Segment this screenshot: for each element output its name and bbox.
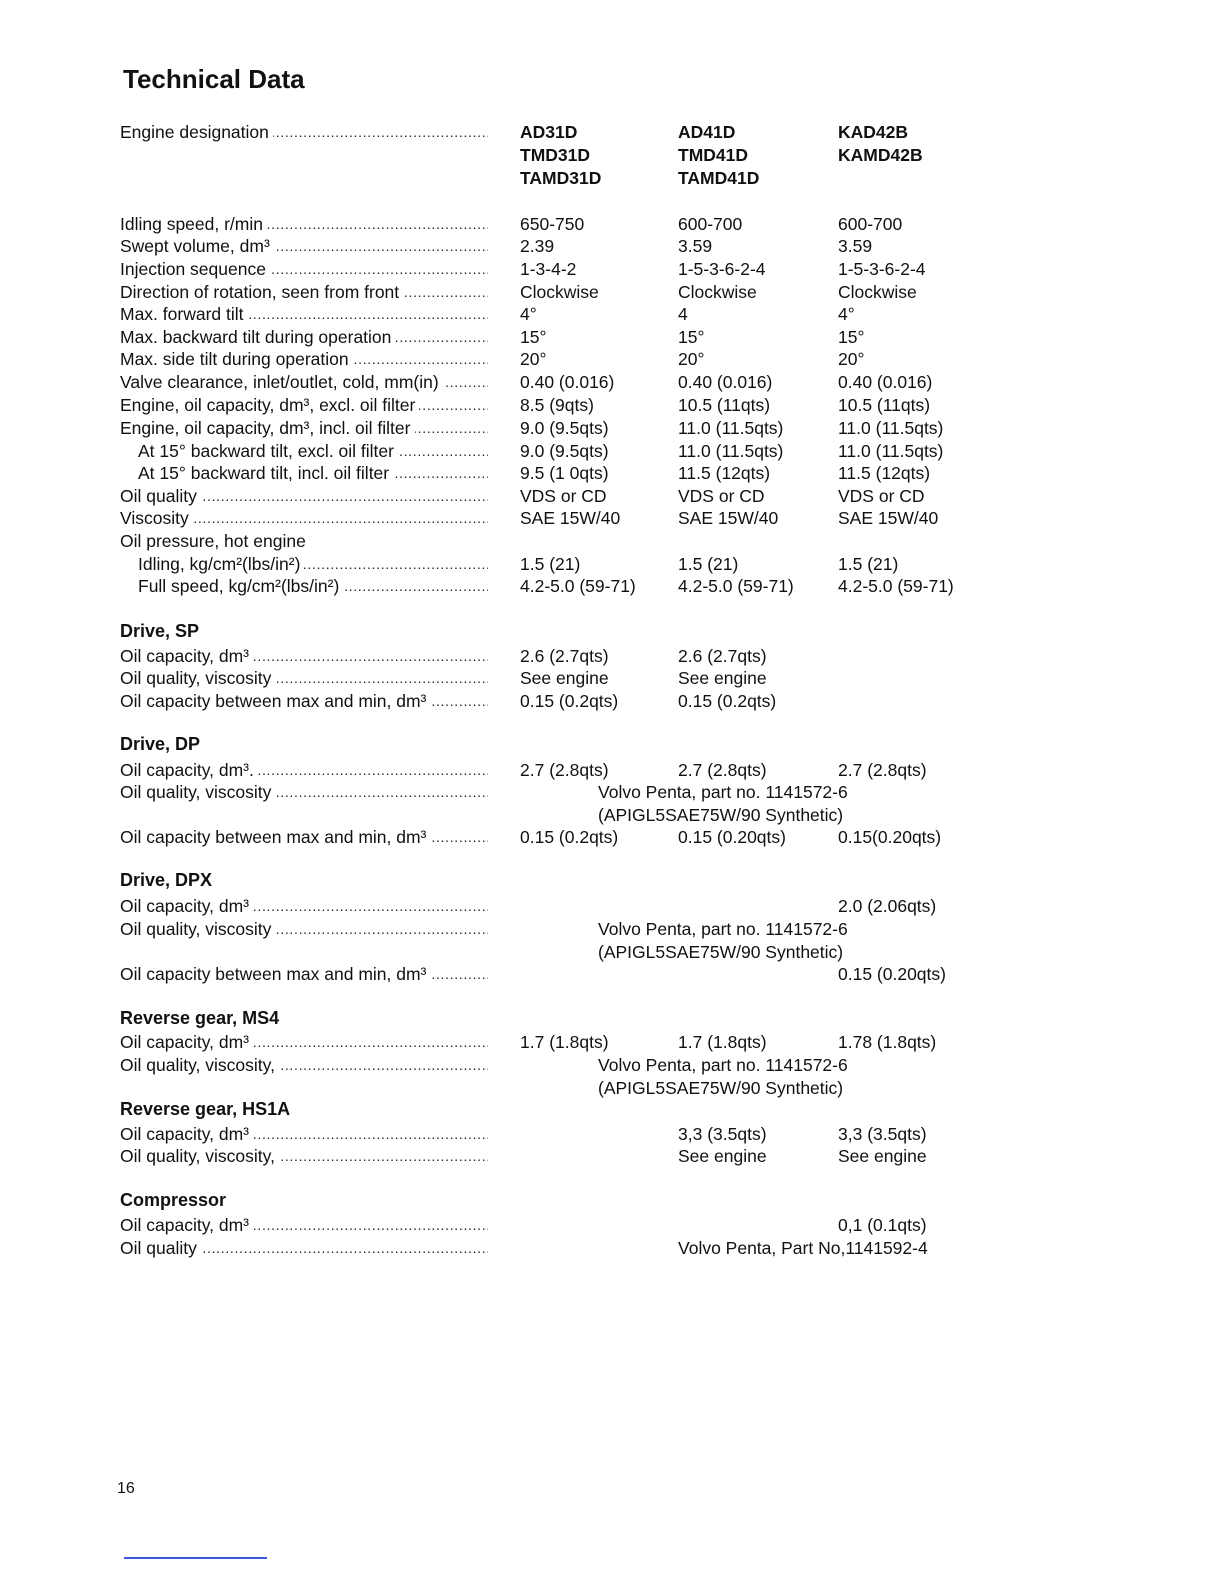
value-cell: 8.5 (9qts) xyxy=(520,395,594,415)
value-cell: VDS or CD xyxy=(838,486,925,506)
value-cell: 0.40 (0.016) xyxy=(520,372,615,392)
row-label: Injection sequence . . . xyxy=(120,258,488,281)
value-cell: 1.5 (21) xyxy=(838,554,899,574)
table-row xyxy=(120,1237,980,1260)
model-col2: AD41D TMD41D TAMD41D xyxy=(678,122,760,188)
value-cell: 3.59 xyxy=(678,236,713,256)
row-label: Viscosity . . . xyxy=(120,507,488,530)
value-cell: 4.2-5.0 (59-71) xyxy=(678,576,794,596)
value-cell: Volvo Penta, part no. 1141572-6 xyxy=(598,782,848,802)
value-cell: 0.15(0.20qts) xyxy=(838,827,942,847)
value-cell: 2.7 (2.8qts) xyxy=(520,760,609,780)
row-label: Oil quality . . . xyxy=(120,485,488,508)
value-cell: Volvo Penta, part no. 1141572-6 xyxy=(598,1055,848,1075)
value-cell: See engine xyxy=(838,1146,927,1166)
value-cell: See engine xyxy=(520,668,609,688)
value-cell: 15° xyxy=(520,327,547,347)
value-cell: (APIGL5SAE75W/90 Synthetic) xyxy=(598,805,844,825)
value-cell: 1.5 (21) xyxy=(678,554,739,574)
table-row xyxy=(120,1077,980,1100)
table-row xyxy=(120,213,980,236)
value-cell: VDS or CD xyxy=(678,486,765,506)
page-number: 16 xyxy=(117,1480,135,1497)
row-label: At 15° backward tilt, excl. oil filter . . . xyxy=(138,440,488,463)
value-cell: 1.7 (1.8qts) xyxy=(678,1032,767,1052)
value-cell: 4 xyxy=(678,304,688,324)
row-label: At 15° backward tilt, incl. oil filter . . . xyxy=(138,462,488,485)
row-label: Oil quality, viscosity, . . . xyxy=(120,1145,488,1168)
table-row xyxy=(120,394,980,417)
value-cell: 0.15 (0.2qts) xyxy=(520,691,619,711)
value-cell: 1.78 (1.8qts) xyxy=(838,1032,937,1052)
value-cell: 0.15 (0.20qts) xyxy=(838,964,946,984)
table-row xyxy=(120,371,980,394)
section-heading: Reverse gear, MS4 xyxy=(120,1008,280,1028)
model-col3: KAD42B KAMD42B xyxy=(838,122,923,165)
designation-row xyxy=(120,121,980,188)
value-cell: Volvo Penta, part no. 1141572-6 xyxy=(598,919,848,939)
value-cell: 11.5 (12qts) xyxy=(678,463,771,483)
row-label: Max. backward tilt during operation . . . xyxy=(120,326,488,349)
row-label: Oil capacity between max and min, dm³ . . . xyxy=(120,826,488,849)
row-label: Oil capacity between max and min, dm³ . . . xyxy=(120,690,488,713)
value-cell: 15° xyxy=(678,327,705,347)
value-cell: (APIGL5SAE75W/90 Synthetic) xyxy=(598,1078,844,1098)
table-row xyxy=(120,326,980,349)
table-row xyxy=(120,462,980,485)
row-label: Oil capacity, dm³ . . . xyxy=(120,645,488,668)
value-cell: 1-5-3-6-2-4 xyxy=(838,259,926,279)
value-cell: 1.7 (1.8qts) xyxy=(520,1032,609,1052)
value-cell: 20° xyxy=(838,349,865,369)
row-label: Engine designation . . . xyxy=(120,121,488,144)
value-cell: 2.0 (2.06qts) xyxy=(838,896,937,916)
section-heading: Drive, SP xyxy=(120,621,200,641)
row-label: Oil quality, viscosity . . . xyxy=(120,918,488,941)
table-row xyxy=(120,258,980,281)
row-label: Oil capacity, dm³ . . . xyxy=(120,1031,488,1054)
value-cell: 11.0 (11.5qts) xyxy=(838,441,944,461)
row-label: Idling, kg/cm²(lbs/in²) . . . xyxy=(138,553,488,576)
value-cell: 15° xyxy=(838,327,865,347)
value-cell: 11.0 (11.5qts) xyxy=(838,418,944,438)
value-cell: 9.0 (9.5qts) xyxy=(520,441,609,461)
section-heading: Compressor xyxy=(120,1190,227,1210)
row-label: Oil capacity, dm³ . . . xyxy=(120,1214,488,1237)
value-cell: See engine xyxy=(678,668,767,688)
row-label: Engine, oil capacity, dm³, incl. oil filter . . . xyxy=(120,417,488,440)
value-cell: VDS or CD xyxy=(520,486,607,506)
table-row xyxy=(120,303,980,326)
table-row xyxy=(120,781,980,804)
table-row xyxy=(120,440,980,463)
page-title: Technical Data xyxy=(123,64,305,94)
table-row xyxy=(120,553,980,576)
value-cell: 0.15 (0.2qts) xyxy=(520,827,619,847)
table-row xyxy=(120,235,980,258)
row-label: Oil capacity between max and min, dm³ . . . xyxy=(120,963,488,986)
row-label: Oil pressure, hot engine xyxy=(120,530,488,553)
row-label: Oil quality . . . xyxy=(120,1237,488,1260)
row-label: Max. side tilt during operation . . . xyxy=(120,348,488,371)
value-cell: 2.6 (2.7qts) xyxy=(678,646,767,666)
value-cell: 0.15 (0.20qts) xyxy=(678,827,786,847)
value-cell: SAE 15W/40 xyxy=(678,508,779,528)
value-cell: 1-3-4-2 xyxy=(520,259,577,279)
value-cell: 11.5 (12qts) xyxy=(838,463,931,483)
section-heading: Drive, DPX xyxy=(120,870,213,890)
value-cell: 0.15 (0.2qts) xyxy=(678,691,777,711)
table-row xyxy=(120,348,980,371)
value-cell: 9.0 (9.5qts) xyxy=(520,418,609,438)
value-cell: 2.39 xyxy=(520,236,555,256)
value-cell: See engine xyxy=(678,1146,767,1166)
table-row xyxy=(120,759,980,782)
table-row xyxy=(120,941,980,964)
value-cell: 4° xyxy=(520,304,537,324)
value-cell: 650-750 xyxy=(520,214,585,234)
value-cell: 4° xyxy=(838,304,855,324)
value-cell: 600-700 xyxy=(678,214,743,234)
row-label: Oil capacity, dm³. . . . xyxy=(120,759,488,782)
value-cell: SAE 15W/40 xyxy=(838,508,939,528)
value-cell: 0.40 (0.016) xyxy=(838,372,933,392)
value-cell: (APIGL5SAE75W/90 Synthetic) xyxy=(598,942,844,962)
table-row xyxy=(120,826,980,849)
value-cell: Clockwise xyxy=(678,282,757,302)
table-row xyxy=(120,645,980,668)
row-label: Oil quality, viscosity, . . . xyxy=(120,1054,488,1077)
value-cell: 20° xyxy=(678,349,705,369)
section-heading: Reverse gear, HS1A xyxy=(120,1099,291,1119)
value-cell: 10.5 (11qts) xyxy=(838,395,931,415)
value-cell: 4.2-5.0 (59-71) xyxy=(838,576,954,596)
table-row xyxy=(120,1145,980,1168)
table-row xyxy=(120,963,980,986)
value-cell: 2.7 (2.8qts) xyxy=(838,760,927,780)
value-cell: 11.0 (11.5qts) xyxy=(678,441,784,461)
value-cell: Clockwise xyxy=(520,282,599,302)
value-cell: 2.6 (2.7qts) xyxy=(520,646,609,666)
value-cell: Volvo Penta, Part No,1141592-4 xyxy=(678,1238,928,1258)
table-row xyxy=(120,690,980,713)
value-cell: Clockwise xyxy=(838,282,917,302)
table-row xyxy=(120,1031,980,1054)
value-cell: 2.7 (2.8qts) xyxy=(678,760,767,780)
value-cell: 20° xyxy=(520,349,547,369)
value-cell: 0,1 (0.1qts) xyxy=(838,1215,927,1235)
table-row xyxy=(120,575,980,598)
value-cell: 3,3 (3.5qts) xyxy=(838,1124,927,1144)
table-row xyxy=(120,417,980,440)
table-row xyxy=(120,281,980,304)
row-label: Direction of rotation, seen from front . . . xyxy=(120,281,488,304)
row-label: Oil capacity, dm³ . . . xyxy=(120,1123,488,1146)
section-heading: Drive, DP xyxy=(120,734,201,754)
value-cell: 10.5 (11qts) xyxy=(678,395,771,415)
model-col1: AD31D TMD31D TAMD31D xyxy=(520,122,602,188)
table-row xyxy=(120,507,980,530)
value-cell: 9.5 (1 0qts) xyxy=(520,463,609,483)
row-label: Swept volume, dm³ . . . xyxy=(120,235,488,258)
row-label: Oil quality, viscosity . . . xyxy=(120,667,488,690)
row-label: Engine, oil capacity, dm³, excl. oil filter . . . xyxy=(120,394,488,417)
row-label: Max. forward tilt . . . xyxy=(120,303,488,326)
row-label: Full speed, kg/cm²(lbs/in²) . . . xyxy=(138,575,488,598)
row-label: Oil quality, viscosity . . . xyxy=(120,781,488,804)
value-cell: 1-5-3-6-2-4 xyxy=(678,259,766,279)
value-cell: 0.40 (0.016) xyxy=(678,372,773,392)
value-cell: SAE 15W/40 xyxy=(520,508,621,528)
value-cell: 11.0 (11.5qts) xyxy=(678,418,784,438)
table-row xyxy=(120,804,980,827)
value-cell: 3,3 (3.5qts) xyxy=(678,1124,767,1144)
footer-rule xyxy=(124,1557,267,1559)
table-row xyxy=(120,918,980,941)
table-row xyxy=(120,1214,980,1237)
table-row xyxy=(120,1123,980,1146)
table-row xyxy=(120,667,980,690)
table-row xyxy=(120,530,980,553)
value-cell: 600-700 xyxy=(838,214,903,234)
value-cell: 1.5 (21) xyxy=(520,554,581,574)
row-label: Oil capacity, dm³ . . . xyxy=(120,895,488,918)
value-cell: 4.2-5.0 (59-71) xyxy=(520,576,636,596)
table-row xyxy=(120,895,980,918)
value-cell: 3.59 xyxy=(838,236,873,256)
table-row xyxy=(120,1054,980,1077)
row-label: Idling speed, r/min . . . xyxy=(120,213,488,236)
table-row xyxy=(120,485,980,508)
row-label: Valve clearance, inlet/outlet, cold, mm(in) . . . xyxy=(120,371,488,394)
